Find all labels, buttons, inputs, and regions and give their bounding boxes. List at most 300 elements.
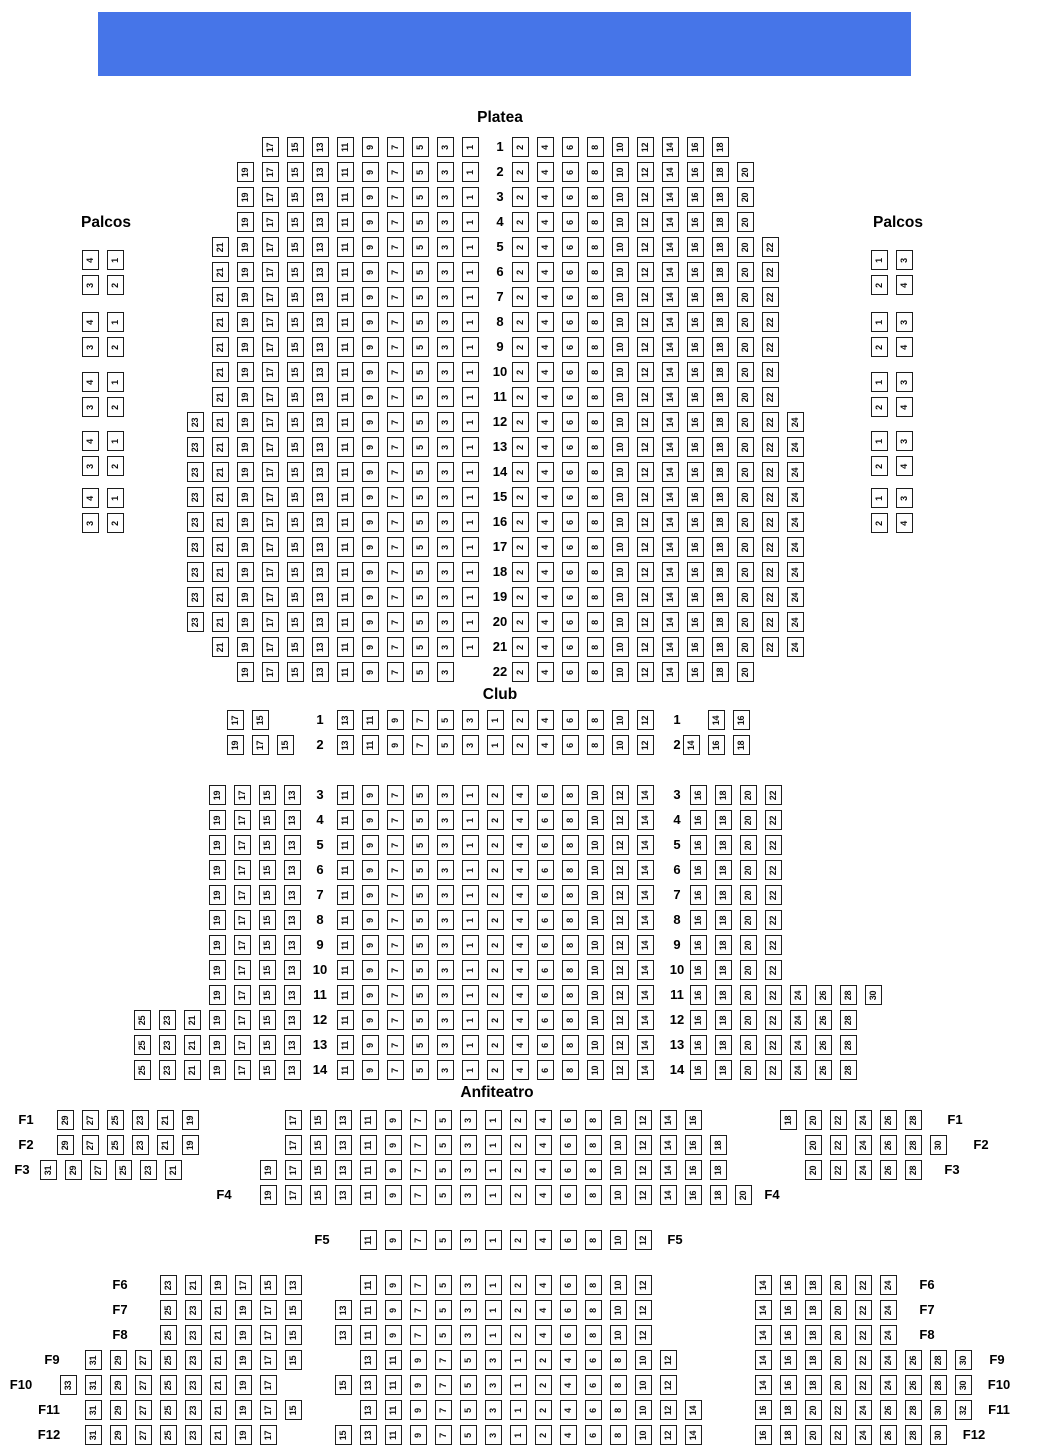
seat[interactable] xyxy=(65,1160,82,1180)
seat[interactable] xyxy=(287,437,304,457)
seat[interactable] xyxy=(437,337,454,357)
seat[interactable] xyxy=(737,187,754,207)
seat[interactable] xyxy=(585,1185,602,1205)
seat[interactable] xyxy=(435,1375,452,1395)
seat[interactable] xyxy=(762,637,779,657)
seat[interactable] xyxy=(362,810,379,830)
seat[interactable] xyxy=(312,387,329,407)
seat[interactable] xyxy=(412,637,429,657)
seat[interactable] xyxy=(562,287,579,307)
seat[interactable] xyxy=(560,1325,577,1345)
seat[interactable] xyxy=(287,312,304,332)
seat[interactable] xyxy=(412,860,429,880)
seat[interactable] xyxy=(312,662,329,682)
seat[interactable] xyxy=(462,512,479,532)
seat[interactable] xyxy=(587,412,604,432)
seat[interactable] xyxy=(337,162,354,182)
seat[interactable] xyxy=(612,835,629,855)
seat[interactable] xyxy=(335,1325,352,1345)
seat[interactable] xyxy=(360,1275,377,1295)
seat[interactable] xyxy=(462,487,479,507)
seat[interactable] xyxy=(660,1400,677,1420)
seat[interactable] xyxy=(610,1230,627,1250)
seat[interactable] xyxy=(740,960,757,980)
seat[interactable] xyxy=(855,1400,872,1420)
seat[interactable] xyxy=(234,935,251,955)
seat[interactable] xyxy=(435,1325,452,1345)
seat[interactable] xyxy=(262,412,279,432)
seat[interactable] xyxy=(562,237,579,257)
seat[interactable] xyxy=(487,910,504,930)
seat[interactable] xyxy=(612,312,629,332)
seat[interactable] xyxy=(637,785,654,805)
seat[interactable] xyxy=(462,785,479,805)
seat[interactable] xyxy=(871,372,888,392)
seat[interactable] xyxy=(385,1230,402,1250)
seat[interactable] xyxy=(262,587,279,607)
seat[interactable] xyxy=(737,612,754,632)
seat[interactable] xyxy=(412,1035,429,1055)
seat[interactable] xyxy=(662,537,679,557)
seat[interactable] xyxy=(360,1135,377,1155)
seat[interactable] xyxy=(437,537,454,557)
seat[interactable] xyxy=(610,1375,627,1395)
seat[interactable] xyxy=(337,910,354,930)
seat[interactable] xyxy=(234,810,251,830)
seat[interactable] xyxy=(765,910,782,930)
seat[interactable] xyxy=(510,1185,527,1205)
seat[interactable] xyxy=(462,612,479,632)
seat[interactable] xyxy=(737,662,754,682)
seat[interactable] xyxy=(610,1300,627,1320)
seat[interactable] xyxy=(287,662,304,682)
seat[interactable] xyxy=(612,587,629,607)
seat[interactable] xyxy=(185,1375,202,1395)
seat[interactable] xyxy=(435,1300,452,1320)
seat[interactable] xyxy=(285,1185,302,1205)
seat[interactable] xyxy=(412,237,429,257)
seat[interactable] xyxy=(387,237,404,257)
seat[interactable] xyxy=(535,1350,552,1370)
seat[interactable] xyxy=(687,312,704,332)
seat[interactable] xyxy=(930,1375,947,1395)
seat[interactable] xyxy=(637,710,654,730)
seat[interactable] xyxy=(362,387,379,407)
seat[interactable] xyxy=(210,1300,227,1320)
seat[interactable] xyxy=(712,162,729,182)
seat[interactable] xyxy=(612,1010,629,1030)
seat[interactable] xyxy=(460,1110,477,1130)
seat[interactable] xyxy=(437,587,454,607)
seat[interactable] xyxy=(637,587,654,607)
seat[interactable] xyxy=(212,312,229,332)
seat[interactable] xyxy=(234,885,251,905)
seat[interactable] xyxy=(209,810,226,830)
seat[interactable] xyxy=(287,412,304,432)
seat[interactable] xyxy=(562,512,579,532)
seat[interactable] xyxy=(287,637,304,657)
seat[interactable] xyxy=(587,512,604,532)
seat[interactable] xyxy=(387,362,404,382)
seat[interactable] xyxy=(512,1010,529,1030)
seat[interactable] xyxy=(840,1035,857,1055)
seat[interactable] xyxy=(259,1010,276,1030)
seat[interactable] xyxy=(562,1060,579,1080)
seat[interactable] xyxy=(587,710,604,730)
seat[interactable] xyxy=(587,587,604,607)
seat[interactable] xyxy=(562,662,579,682)
seat[interactable] xyxy=(896,275,913,295)
seat[interactable] xyxy=(762,362,779,382)
seat[interactable] xyxy=(387,587,404,607)
seat[interactable] xyxy=(487,935,504,955)
seat[interactable] xyxy=(412,537,429,557)
seat[interactable] xyxy=(487,1035,504,1055)
seat[interactable] xyxy=(362,137,379,157)
seat[interactable] xyxy=(562,537,579,557)
seat[interactable] xyxy=(360,1350,377,1370)
seat[interactable] xyxy=(437,237,454,257)
seat[interactable] xyxy=(485,1400,502,1420)
seat[interactable] xyxy=(187,537,204,557)
seat[interactable] xyxy=(110,1400,127,1420)
seat[interactable] xyxy=(259,935,276,955)
seat[interactable] xyxy=(537,710,554,730)
seat[interactable] xyxy=(612,412,629,432)
seat[interactable] xyxy=(637,860,654,880)
seat[interactable] xyxy=(160,1425,177,1445)
seat[interactable] xyxy=(712,262,729,282)
seat[interactable] xyxy=(712,212,729,232)
seat[interactable] xyxy=(587,835,604,855)
seat[interactable] xyxy=(412,312,429,332)
seat[interactable] xyxy=(685,1110,702,1130)
seat[interactable] xyxy=(40,1160,57,1180)
seat[interactable] xyxy=(610,1325,627,1345)
seat[interactable] xyxy=(712,387,729,407)
seat[interactable] xyxy=(462,212,479,232)
seat[interactable] xyxy=(362,710,379,730)
seat[interactable] xyxy=(287,187,304,207)
seat[interactable] xyxy=(637,412,654,432)
seat[interactable] xyxy=(562,835,579,855)
seat[interactable] xyxy=(562,387,579,407)
seat[interactable] xyxy=(485,1160,502,1180)
seat[interactable] xyxy=(612,362,629,382)
seat[interactable] xyxy=(262,337,279,357)
seat[interactable] xyxy=(740,910,757,930)
seat[interactable] xyxy=(410,1230,427,1250)
seat[interactable] xyxy=(637,487,654,507)
seat[interactable] xyxy=(187,437,204,457)
seat[interactable] xyxy=(612,662,629,682)
seat[interactable] xyxy=(187,462,204,482)
seat[interactable] xyxy=(462,1035,479,1055)
seat[interactable] xyxy=(587,637,604,657)
seat[interactable] xyxy=(587,337,604,357)
seat[interactable] xyxy=(815,1035,832,1055)
seat[interactable] xyxy=(462,262,479,282)
seat[interactable] xyxy=(765,1035,782,1055)
seat[interactable] xyxy=(712,312,729,332)
seat[interactable] xyxy=(708,710,725,730)
seat[interactable] xyxy=(765,810,782,830)
seat[interactable] xyxy=(462,537,479,557)
seat[interactable] xyxy=(562,1010,579,1030)
seat[interactable] xyxy=(312,362,329,382)
seat[interactable] xyxy=(337,935,354,955)
seat[interactable] xyxy=(387,162,404,182)
seat[interactable] xyxy=(710,1160,727,1180)
seat[interactable] xyxy=(562,637,579,657)
seat[interactable] xyxy=(737,237,754,257)
seat[interactable] xyxy=(362,362,379,382)
seat[interactable] xyxy=(687,262,704,282)
seat[interactable] xyxy=(107,337,124,357)
seat[interactable] xyxy=(740,985,757,1005)
seat[interactable] xyxy=(535,1400,552,1420)
seat[interactable] xyxy=(687,662,704,682)
seat[interactable] xyxy=(790,1060,807,1080)
seat[interactable] xyxy=(412,885,429,905)
seat[interactable] xyxy=(210,1275,227,1295)
seat[interactable] xyxy=(362,935,379,955)
seat[interactable] xyxy=(512,612,529,632)
seat[interactable] xyxy=(585,1350,602,1370)
seat[interactable] xyxy=(412,187,429,207)
seat[interactable] xyxy=(252,735,269,755)
seat[interactable] xyxy=(637,1035,654,1055)
seat[interactable] xyxy=(337,637,354,657)
seat[interactable] xyxy=(259,960,276,980)
seat[interactable] xyxy=(585,1275,602,1295)
seat[interactable] xyxy=(212,412,229,432)
seat[interactable] xyxy=(855,1350,872,1370)
seat[interactable] xyxy=(737,287,754,307)
seat[interactable] xyxy=(537,985,554,1005)
seat[interactable] xyxy=(562,187,579,207)
seat[interactable] xyxy=(412,212,429,232)
seat[interactable] xyxy=(537,237,554,257)
seat[interactable] xyxy=(262,512,279,532)
seat[interactable] xyxy=(896,372,913,392)
seat[interactable] xyxy=(210,1425,227,1445)
seat[interactable] xyxy=(537,512,554,532)
seat[interactable] xyxy=(485,1300,502,1320)
seat[interactable] xyxy=(462,935,479,955)
seat[interactable] xyxy=(262,612,279,632)
seat[interactable] xyxy=(462,960,479,980)
seat[interactable] xyxy=(460,1350,477,1370)
seat[interactable] xyxy=(715,860,732,880)
seat[interactable] xyxy=(612,735,629,755)
seat[interactable] xyxy=(360,1400,377,1420)
seat[interactable] xyxy=(387,562,404,582)
seat[interactable] xyxy=(562,985,579,1005)
seat[interactable] xyxy=(512,785,529,805)
seat[interactable] xyxy=(537,612,554,632)
seat[interactable] xyxy=(184,1060,201,1080)
seat[interactable] xyxy=(262,162,279,182)
seat[interactable] xyxy=(687,162,704,182)
seat[interactable] xyxy=(687,337,704,357)
seat[interactable] xyxy=(284,960,301,980)
seat[interactable] xyxy=(312,312,329,332)
seat[interactable] xyxy=(160,1275,177,1295)
seat[interactable] xyxy=(637,537,654,557)
seat[interactable] xyxy=(635,1160,652,1180)
seat[interactable] xyxy=(285,1135,302,1155)
seat[interactable] xyxy=(815,985,832,1005)
seat[interactable] xyxy=(512,512,529,532)
seat[interactable] xyxy=(855,1375,872,1395)
seat[interactable] xyxy=(387,387,404,407)
seat[interactable] xyxy=(537,587,554,607)
seat[interactable] xyxy=(410,1135,427,1155)
seat[interactable] xyxy=(385,1135,402,1155)
seat[interactable] xyxy=(512,462,529,482)
seat[interactable] xyxy=(387,212,404,232)
seat[interactable] xyxy=(560,1230,577,1250)
seat[interactable] xyxy=(412,810,429,830)
seat[interactable] xyxy=(462,1010,479,1030)
seat[interactable] xyxy=(412,437,429,457)
seat[interactable] xyxy=(585,1135,602,1155)
seat[interactable] xyxy=(260,1350,277,1370)
seat[interactable] xyxy=(135,1425,152,1445)
seat[interactable] xyxy=(737,312,754,332)
seat[interactable] xyxy=(737,437,754,457)
seat[interactable] xyxy=(685,1185,702,1205)
seat[interactable] xyxy=(660,1135,677,1155)
seat[interactable] xyxy=(687,362,704,382)
seat[interactable] xyxy=(107,456,124,476)
seat[interactable] xyxy=(437,612,454,632)
seat[interactable] xyxy=(387,312,404,332)
seat[interactable] xyxy=(512,187,529,207)
seat[interactable] xyxy=(362,412,379,432)
seat[interactable] xyxy=(612,212,629,232)
seat[interactable] xyxy=(437,985,454,1005)
seat[interactable] xyxy=(535,1230,552,1250)
seat[interactable] xyxy=(234,860,251,880)
seat[interactable] xyxy=(187,612,204,632)
seat[interactable] xyxy=(662,162,679,182)
seat[interactable] xyxy=(234,1060,251,1080)
seat[interactable] xyxy=(805,1275,822,1295)
seat[interactable] xyxy=(762,412,779,432)
seat[interactable] xyxy=(780,1425,797,1445)
seat[interactable] xyxy=(955,1400,972,1420)
seat[interactable] xyxy=(512,910,529,930)
seat[interactable] xyxy=(362,960,379,980)
seat[interactable] xyxy=(185,1275,202,1295)
seat[interactable] xyxy=(212,562,229,582)
seat[interactable] xyxy=(612,935,629,955)
seat[interactable] xyxy=(687,637,704,657)
seat[interactable] xyxy=(237,387,254,407)
seat[interactable] xyxy=(512,287,529,307)
seat[interactable] xyxy=(159,1035,176,1055)
seat[interactable] xyxy=(412,960,429,980)
seat[interactable] xyxy=(337,1010,354,1030)
seat[interactable] xyxy=(560,1275,577,1295)
seat[interactable] xyxy=(110,1375,127,1395)
seat[interactable] xyxy=(512,1060,529,1080)
seat[interactable] xyxy=(787,562,804,582)
seat[interactable] xyxy=(790,1035,807,1055)
seat[interactable] xyxy=(805,1350,822,1370)
seat[interactable] xyxy=(537,287,554,307)
seat[interactable] xyxy=(560,1350,577,1370)
seat[interactable] xyxy=(512,637,529,657)
seat[interactable] xyxy=(462,312,479,332)
seat[interactable] xyxy=(880,1160,897,1180)
seat[interactable] xyxy=(362,910,379,930)
seat[interactable] xyxy=(287,212,304,232)
seat[interactable] xyxy=(260,1300,277,1320)
seat[interactable] xyxy=(82,372,99,392)
seat[interactable] xyxy=(287,137,304,157)
seat[interactable] xyxy=(637,1060,654,1080)
seat[interactable] xyxy=(587,362,604,382)
seat[interactable] xyxy=(562,735,579,755)
seat[interactable] xyxy=(740,810,757,830)
seat[interactable] xyxy=(437,387,454,407)
seat[interactable] xyxy=(160,1300,177,1320)
seat[interactable] xyxy=(535,1110,552,1130)
seat[interactable] xyxy=(762,287,779,307)
seat[interactable] xyxy=(134,1035,151,1055)
seat[interactable] xyxy=(535,1300,552,1320)
seat[interactable] xyxy=(462,337,479,357)
seat[interactable] xyxy=(815,1010,832,1030)
seat[interactable] xyxy=(462,237,479,257)
seat[interactable] xyxy=(337,785,354,805)
seat[interactable] xyxy=(805,1375,822,1395)
seat[interactable] xyxy=(410,1325,427,1345)
seat[interactable] xyxy=(510,1400,527,1420)
seat[interactable] xyxy=(537,637,554,657)
seat[interactable] xyxy=(335,1375,352,1395)
seat[interactable] xyxy=(337,337,354,357)
seat[interactable] xyxy=(637,512,654,532)
seat[interactable] xyxy=(662,437,679,457)
seat[interactable] xyxy=(787,437,804,457)
seat[interactable] xyxy=(712,512,729,532)
seat[interactable] xyxy=(662,462,679,482)
seat[interactable] xyxy=(210,1325,227,1345)
seat[interactable] xyxy=(110,1350,127,1370)
seat[interactable] xyxy=(285,1110,302,1130)
seat[interactable] xyxy=(787,512,804,532)
seat[interactable] xyxy=(587,935,604,955)
seat[interactable] xyxy=(930,1135,947,1155)
seat[interactable] xyxy=(85,1425,102,1445)
seat[interactable] xyxy=(765,960,782,980)
seat[interactable] xyxy=(212,587,229,607)
seat[interactable] xyxy=(587,810,604,830)
seat[interactable] xyxy=(362,637,379,657)
seat[interactable] xyxy=(337,262,354,282)
seat[interactable] xyxy=(712,537,729,557)
seat[interactable] xyxy=(387,462,404,482)
seat[interactable] xyxy=(880,1400,897,1420)
seat[interactable] xyxy=(612,187,629,207)
seat[interactable] xyxy=(512,262,529,282)
seat[interactable] xyxy=(510,1300,527,1320)
seat[interactable] xyxy=(737,587,754,607)
